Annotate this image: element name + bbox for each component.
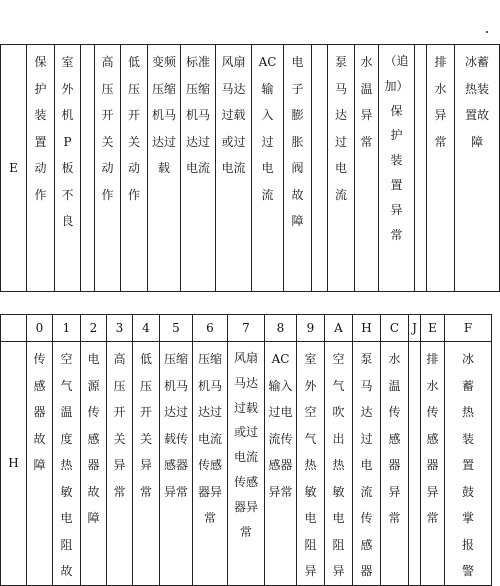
table-cell xyxy=(328,45,355,292)
cell-text: AC 输 入 过 电 流 xyxy=(258,55,277,202)
cell-text: 压缩 机马 达过 电流 传感 器异 常 xyxy=(197,352,222,525)
cell-text: 高 压 开 关 异 常 xyxy=(113,352,126,499)
table-cell xyxy=(181,45,216,292)
cell-text: 冰 蓄 热 装 置 鼓 掌 报 警 xyxy=(461,352,474,578)
table-cell xyxy=(445,342,492,586)
header-cell: 1 xyxy=(53,315,81,342)
cell-text: （追 加） 保 护 装 置 异 常 xyxy=(384,54,409,242)
header-cell: C xyxy=(381,315,409,342)
header-cell: J xyxy=(409,315,421,342)
cell-text: 传 感 器 故 障 xyxy=(33,352,46,472)
header-cell: 0 xyxy=(27,315,53,342)
table-cell xyxy=(312,45,328,292)
table-cell xyxy=(228,342,265,586)
row-label-cell xyxy=(1,45,27,292)
table-cell xyxy=(415,45,427,292)
header-cell: 6 xyxy=(193,315,228,342)
table-cell xyxy=(325,342,353,586)
header-cell: 9 xyxy=(297,315,325,342)
header-row xyxy=(1,315,492,342)
table-cell xyxy=(81,342,107,586)
table-cell xyxy=(252,45,284,292)
cell-text: 室 外 机 P板 不 良 xyxy=(61,55,74,228)
cell-text: 冰蓄 热装 置故 障 xyxy=(464,55,489,149)
table-cell xyxy=(379,45,415,292)
error-code-table-h xyxy=(0,314,492,586)
header-cell: H xyxy=(353,315,381,342)
cell-text: 排 水 异 常 xyxy=(434,55,447,149)
cell-text: 电 源 传 感 器 故 障 xyxy=(87,352,100,525)
header-cell: E xyxy=(421,315,445,342)
table-cell xyxy=(381,342,409,586)
header-cell: 8 xyxy=(265,315,297,342)
cell-text: 压缩 机马 达过 载传 感器 异常 xyxy=(163,352,188,499)
header-cell: 5 xyxy=(160,315,193,342)
cell-text: 泵 马 达 过 电 流 传 感 器 xyxy=(360,352,373,578)
table-cell xyxy=(265,342,297,586)
cell-text: 空 气 吹 出 热 敏 电 阻 异 xyxy=(332,352,345,578)
table-cell xyxy=(160,342,193,586)
cell-text: 标准 压缩 机马 达过 电流 xyxy=(185,55,210,175)
row-label: E xyxy=(9,161,18,175)
cell-text xyxy=(312,45,327,49)
table-cell xyxy=(353,342,381,586)
table-cell xyxy=(409,342,421,586)
cell-text: 高 压 开 关 动 作 xyxy=(101,55,114,202)
cell-text: 排 水 传 感 器 异 常 xyxy=(426,352,439,525)
cell-text: 风扇 马达 过载 或过 电流 传感 器异 常 xyxy=(233,351,258,539)
table-cell xyxy=(427,45,455,292)
table-row xyxy=(1,342,492,586)
table-cell xyxy=(27,342,53,586)
header-cell: A xyxy=(325,315,353,342)
cell-text: 低 压 开 关 动 作 xyxy=(127,55,140,202)
table-cell xyxy=(216,45,252,292)
table-cell xyxy=(121,45,148,292)
cell-text: 水 温 传 感 器 异 常 xyxy=(388,352,401,525)
header-cell: 3 xyxy=(107,315,133,342)
table-cell xyxy=(355,45,379,292)
table-cell xyxy=(107,342,133,586)
cell-text: 风扇 马达 过载 或过 电流 xyxy=(221,55,246,175)
cell-text: 空 气 温 度 热 敏 电 阻 故 xyxy=(60,352,73,578)
corner-mark xyxy=(486,31,488,33)
row-label: H xyxy=(8,456,19,471)
table-cell xyxy=(55,45,81,292)
cell-text: 变频 压缩 机马 达过 载 xyxy=(151,55,176,175)
header-cell: F xyxy=(445,315,492,342)
table-cell xyxy=(81,45,95,292)
table-cell xyxy=(148,45,181,292)
cell-text: 保 护 装 置 动 作 xyxy=(34,55,47,202)
cell-text xyxy=(409,342,420,346)
row-label-cell xyxy=(1,342,27,586)
header-cell: 4 xyxy=(133,315,160,342)
cell-text: 电 子 膨 胀 阀 故 障 xyxy=(291,55,304,228)
cell-text xyxy=(415,45,426,49)
table-cell xyxy=(53,342,81,586)
header-cell xyxy=(1,315,27,342)
table-cell xyxy=(27,45,55,292)
cell-text: 室 外 空 气 热 敏 电 阻 异 xyxy=(304,352,317,578)
table-cell xyxy=(297,342,325,586)
table-row xyxy=(1,45,500,292)
cell-text xyxy=(81,45,94,49)
table-cell xyxy=(421,342,445,586)
cell-text: 泵 马 达 过 电 流 xyxy=(334,55,347,202)
error-code-table-e xyxy=(0,44,500,292)
cell-text: 低 压 开 关 异 常 xyxy=(139,352,152,499)
table-cell xyxy=(133,342,160,586)
table-cell xyxy=(193,342,228,586)
table-cell xyxy=(455,45,500,292)
table-cell xyxy=(284,45,312,292)
header-cell: 7 xyxy=(228,315,265,342)
header-cell: 2 xyxy=(81,315,107,342)
table-cell xyxy=(95,45,121,292)
cell-text: AC 输入 过电 流传 感器 异常 xyxy=(268,352,293,499)
cell-text: 水 温 异 常 xyxy=(360,55,373,149)
